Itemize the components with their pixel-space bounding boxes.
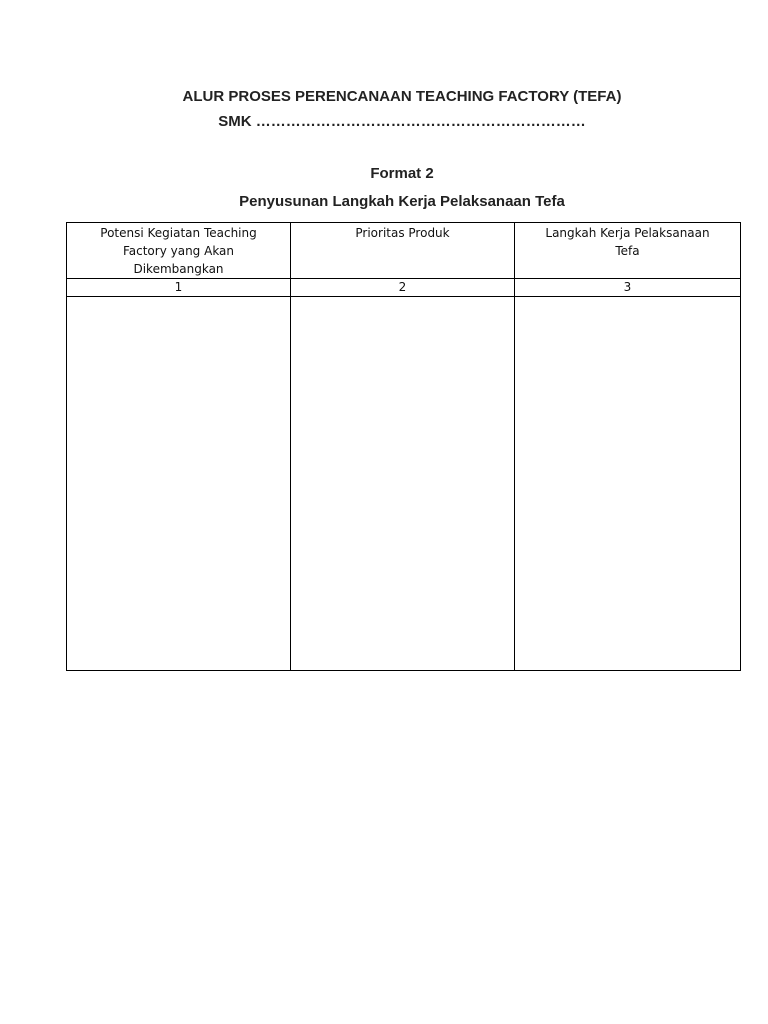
column-header-prioritas — [291, 223, 515, 279]
table-header-row — [67, 223, 741, 279]
column-header-label: Langkah Kerja Pelaksanaan Tefa — [545, 226, 710, 258]
document-title: ALUR PROSES PERENCANAAN TEACHING FACTORY (TEFA) — [182, 88, 622, 105]
column-number-row — [67, 279, 741, 297]
column-header-potensi — [67, 223, 291, 279]
table-cell[interactable] — [291, 297, 515, 671]
work-steps-table — [66, 222, 741, 671]
column-header-label: Potensi Kegiatan Teaching Factory yang Akan Dikembangkan — [100, 226, 257, 276]
school-name-line: SMK ………………………………………………………… — [218, 113, 586, 130]
column-header-langkah — [515, 223, 741, 279]
format-subtitle: Penyusunan Langkah Kerja Pelaksanaan Tefa — [239, 193, 565, 210]
format-label: Format 2 — [370, 165, 434, 182]
table-cell[interactable] — [515, 297, 741, 671]
column-header-label: Prioritas Produk — [355, 226, 450, 240]
column-number: 2 — [291, 279, 515, 297]
table-row — [67, 297, 741, 671]
column-number: 3 — [515, 279, 741, 297]
table-cell[interactable] — [67, 297, 291, 671]
column-number: 1 — [67, 279, 291, 297]
